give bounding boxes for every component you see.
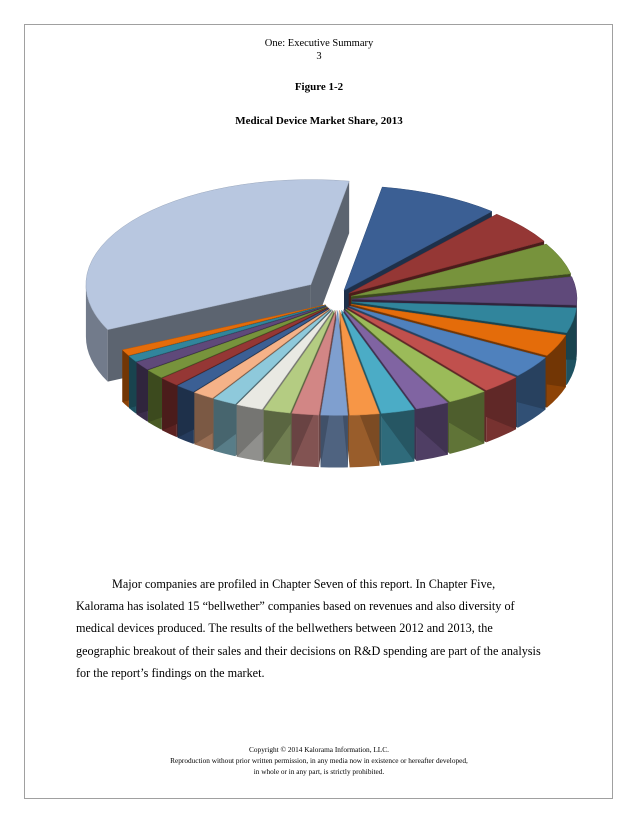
- chapter-header: One: Executive Summary: [264, 38, 374, 49]
- body-line-5: for the report’s findings on the market.: [76, 665, 265, 680]
- body-line-1: Major companies are profiled in Chapter Seven of this report. In Chapter Five,: [112, 577, 496, 591]
- body-paragraph: [76, 573, 565, 684]
- body-line-2: Kalorama has isolated 15 “bellwether” companies based on revenues and also diversity of: [76, 599, 515, 614]
- figure-title: Medical Device Market Share, 2013: [235, 115, 403, 127]
- market-share-pie-chart: [60, 160, 600, 530]
- footer-notice-2: in whole or in any part, is strictly prohibited.: [253, 767, 385, 776]
- body-line-3: medical devices produced. The results of the bellwethers between 2012 and 2013, the: [76, 621, 493, 636]
- body-line-4: geographic breakout of their sales and their decisions on R&D spending are part of the analysis: [76, 643, 541, 658]
- figure-number: Figure 1-2: [294, 81, 344, 93]
- footer-notice-1: Reproduction without prior written permission, in any media now in existence or hereafter developed,: [170, 756, 468, 765]
- footer-copyright: Copyright © 2014 Kalorama Information, LLC.: [249, 745, 389, 754]
- page-number: 3: [316, 51, 322, 62]
